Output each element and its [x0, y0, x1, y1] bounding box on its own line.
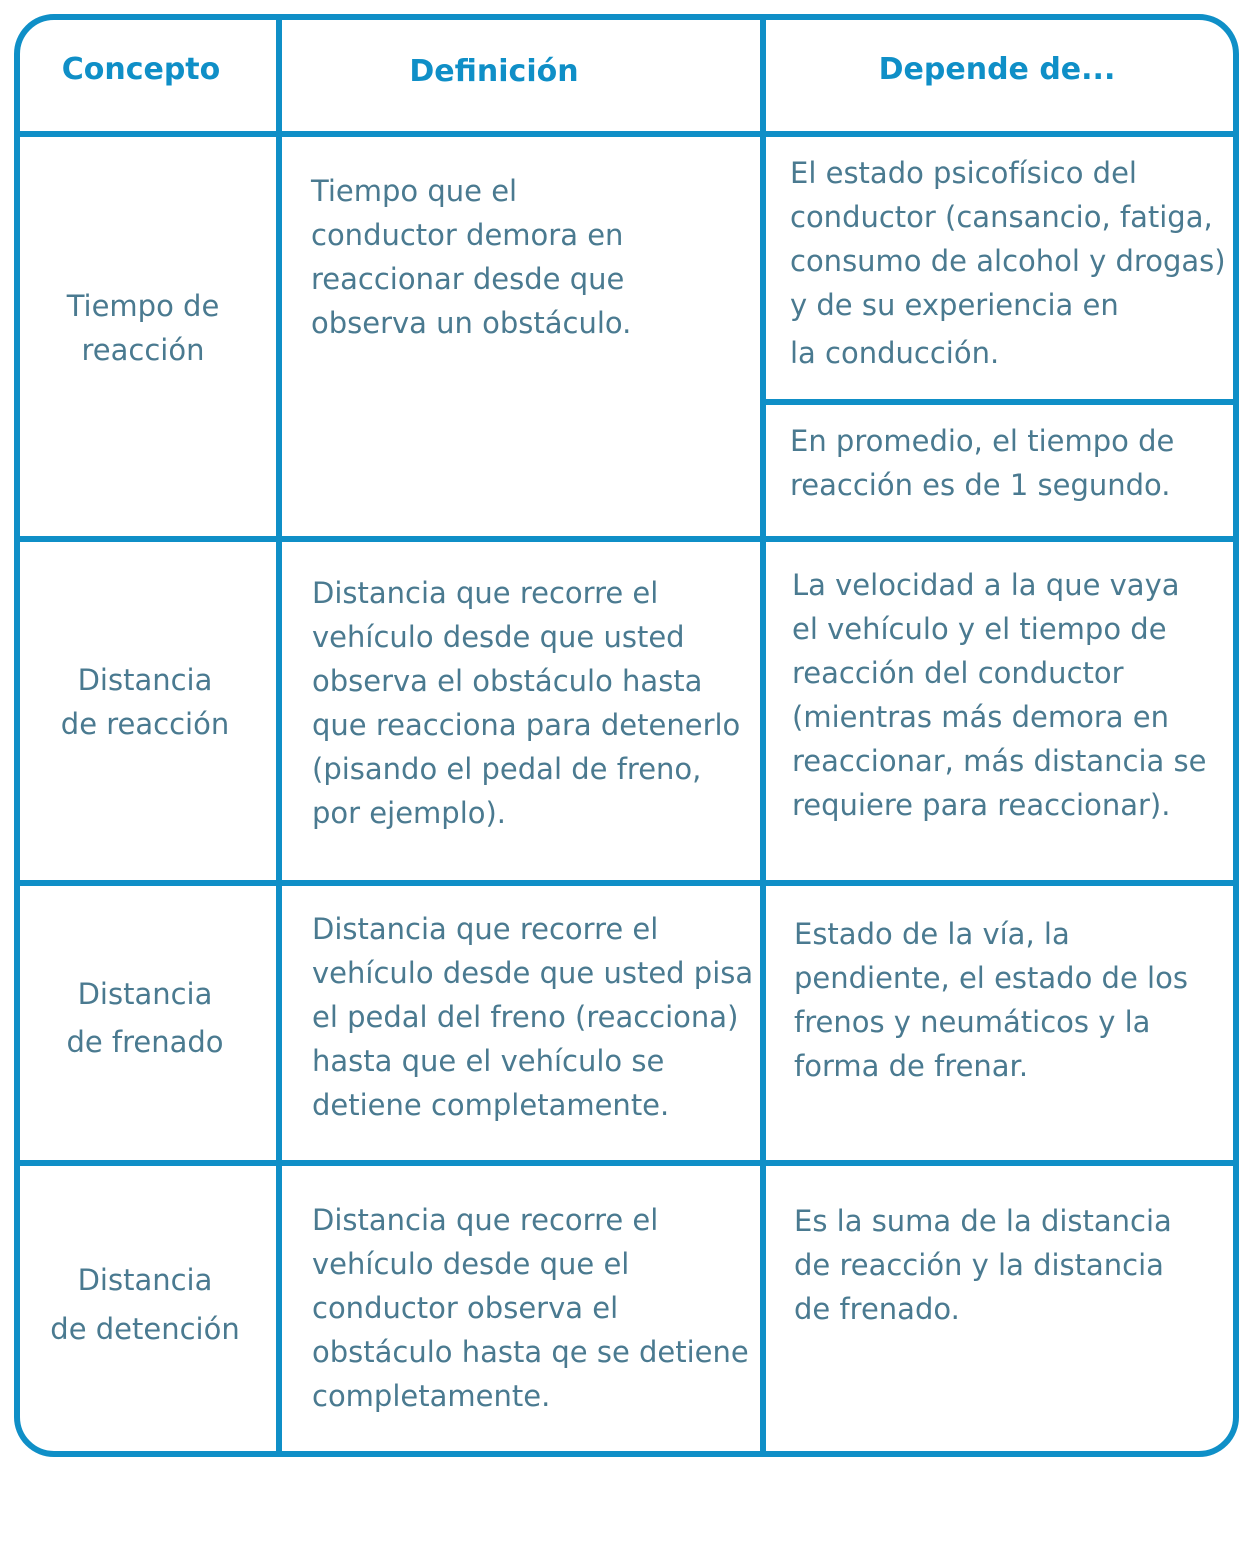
definition-line: Distancia que recorre el [312, 1203, 659, 1237]
row-divider-2 [17, 880, 1236, 886]
depends-line: y de su experiencia en [790, 288, 1119, 322]
depends-line: frenos y neumáticos y la [794, 1005, 1151, 1039]
definition-line: vehículo desde que usted pisa [312, 956, 754, 990]
definition-cell [312, 907, 753, 1127]
definition-line: completamente. [312, 1379, 551, 1413]
definition-line: obstáculo hasta qe se detiene [312, 1335, 749, 1369]
header-definicion: Definición [409, 54, 579, 89]
concept-line: Distancia [77, 663, 213, 697]
depends-cell [792, 563, 1206, 827]
definition-line: vehículo desde que el [312, 1247, 630, 1281]
depends-cell [790, 151, 1226, 375]
depends-line: Es la suma de la distancia [794, 1204, 1172, 1238]
definition-line: observa el obstáculo hasta [312, 664, 703, 698]
concept-line: reacción [81, 333, 205, 367]
definition-cell [312, 1198, 749, 1418]
depends-line: (mientras más demora en [792, 700, 1169, 734]
row-divider-header [17, 131, 1236, 137]
depends-line: requiere para reaccionar). [792, 788, 1171, 822]
definition-line: por ejemplo). [312, 796, 507, 830]
header-depende: Depende de... [878, 52, 1116, 87]
definition-line: detiene completamente. [312, 1088, 670, 1122]
definition-cell [311, 169, 631, 345]
definition-line: Distancia que recorre el [312, 576, 659, 610]
depends-line: El estado psicofísico del [790, 156, 1137, 190]
concept-line: Tiempo de [66, 289, 220, 323]
depends-line: La velocidad a la que vaya [792, 568, 1180, 602]
column-divider-2 [760, 17, 766, 1454]
note-line: reacción es de 1 segundo. [790, 468, 1171, 502]
row-divider-1 [17, 536, 1236, 542]
definition-line: (pisando el pedal de freno, [312, 752, 702, 786]
concept-line: de frenado [66, 1025, 224, 1059]
depends-line: Estado de la vía, la [794, 917, 1070, 951]
concept-line: Distancia [77, 977, 213, 1011]
definition-line: Tiempo que el [311, 174, 518, 208]
depends-cell [794, 912, 1188, 1088]
depends-line: la conducción. [790, 336, 1000, 370]
definition-line: vehículo desde que usted [312, 620, 685, 654]
concept-line: de detención [50, 1312, 240, 1346]
definition-line: conductor observa el [312, 1291, 619, 1325]
concept-cell [20, 658, 270, 746]
depends-line: el vehículo y el tiempo de [792, 612, 1167, 646]
depends-line: forma de frenar. [794, 1049, 1029, 1083]
concept-cell [20, 284, 266, 372]
definition-line: hasta que el vehículo se [312, 1044, 665, 1078]
definition-line: conductor demora en [311, 218, 624, 252]
depends-line: de reacción y la distancia [794, 1248, 1164, 1282]
concept-cell [20, 1256, 270, 1354]
row-divider-subcell [763, 399, 1236, 405]
header-concepto: Concepto [61, 52, 221, 87]
definition-line: Distancia que recorre el [312, 912, 659, 946]
depends-line: de frenado. [794, 1292, 960, 1326]
definition-line: el pedal del freno (reacciona) [312, 1000, 739, 1034]
depends-line: reaccionar, más distancia se [792, 744, 1207, 778]
note-cell [790, 419, 1174, 507]
definition-cell [312, 571, 740, 835]
concept-cell [20, 970, 270, 1066]
concept-line: Distancia [77, 1263, 213, 1297]
definition-line: reaccionar desde que [311, 262, 625, 296]
depends-line: consumo de alcohol y drogas) [790, 244, 1226, 278]
note-line: En promedio, el tiempo de [790, 424, 1175, 458]
depends-line: pendiente, el estado de los [794, 961, 1188, 995]
depends-line: conductor (cansancio, fatiga, [790, 200, 1213, 234]
definition-line: que reacciona para detenerlo [312, 708, 741, 742]
depends-line: reacción del conductor [792, 656, 1124, 690]
depends-cell [794, 1199, 1172, 1331]
concept-line: de reacción [60, 707, 230, 741]
column-divider-1 [276, 17, 282, 1454]
definition-line: observa un obstáculo. [311, 306, 632, 340]
row-divider-3 [17, 1160, 1236, 1166]
